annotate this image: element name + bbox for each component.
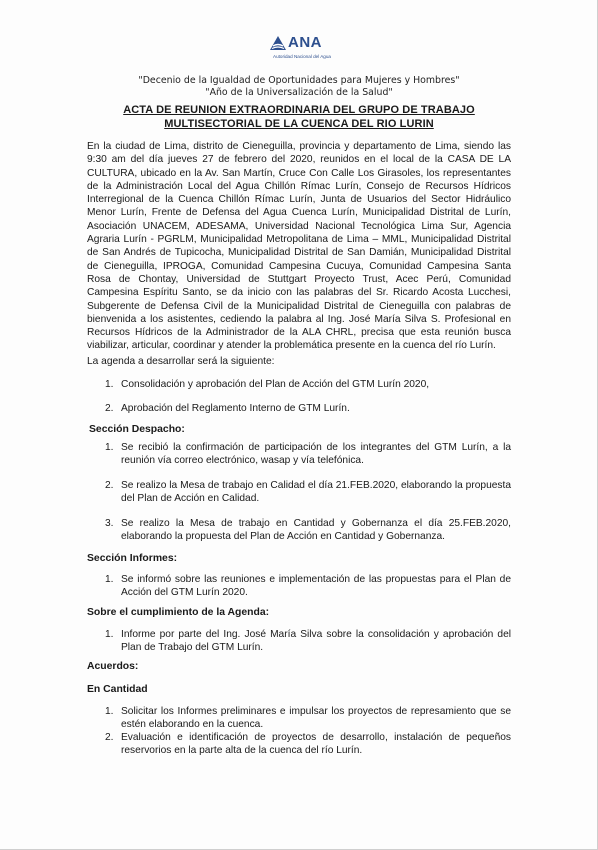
- decree-line-1: "Decenio de la Igualdad de Oportunidades para Mujeres y Hombres": [138, 75, 460, 86]
- item-number: 1.: [105, 629, 114, 640]
- item-number: 2.: [105, 480, 114, 491]
- item-text: Consolidación y aprobación del Plan de Acción del GTM Lurín 2020,: [121, 379, 430, 390]
- subsection-heading-cantidad: En Cantidad: [87, 684, 148, 695]
- item-number: 1.: [105, 379, 114, 390]
- item-number: 2.: [105, 403, 114, 414]
- section-heading-informes: Sección Informes:: [87, 553, 178, 564]
- section-heading-despacho: Sección Despacho:: [89, 424, 185, 435]
- logo-subtitle: Autoridad Nacional del Agua: [273, 54, 331, 59]
- item-text: Se realizo la Mesa de trabajo en Calidad el día 21.FEB.2020, elaborando la propuesta del Plan de Acción en Calidad.: [121, 480, 511, 504]
- item-number: 1.: [105, 706, 114, 717]
- section-heading-acuerdos: Acuerdos:: [87, 661, 139, 672]
- agenda-intro: La agenda a desarrollar será la siguiente:: [87, 356, 275, 367]
- section-heading-cumplimiento: Sobre el cumplimiento de la Agenda:: [87, 607, 270, 618]
- item-text: Se realizo la Mesa de trabajo en Cantidad y Gobernanza el día 25.FEB.2020, elaborando la propuesta del Plan de Acción en Cantidad y Gobernanza.: [121, 518, 511, 542]
- water-drop-icon: [268, 34, 288, 54]
- ana-logo: [266, 32, 336, 66]
- intro-paragraph: En la ciudad de Lima, distrito de Cieneguilla, provincia y departamento de Lima, siendo las 9:30 am del día jueves 27 de febrero del 2020, reunidos en el local de la CASA DE LA CULTURA, ubicado en la Av. San Martín, Cruce Con Calle Los Girasoles, los representantes de la Administración Local del Agua Chillón Rímac Lurín, Consejo de Recursos Hídricos Interregional de la Cuenca Chillón Rímac Lurín, Junta de Usuarios del Sector Hidráulico Menor Lurín, Frente de Defensa del Agua Cuenca Lurín, Municipalidad Distrital de Lurín, Asociación UNACEM, ADESAMA, Universidad Nacional Tecnológica Lima Sur, Agencia Agraria Lurín - PGRLM, Municipalidad Metropolitana de Lima – MML, Municipalidad Distrital de San Andrés de Tupicocha, Municipalidad Distrital de San Damián, Municipalidad Distrital de Cieneguilla, IPROGA, Comunidad Campesina Cucuya, Comunidad Campesina Santa Rosa de Chontay, Universidad de Stuttgart Proyecto Trust, Acec Perú, Comunidad Campesina Espíritu Santo, se da inicio con las palabras del Sr. Ricardo Acosta Lucchesi, Subgerente de Defensa Civil de la Municipalidad Distrital de Cieneguilla con palabras de bienvenida a los asistentes, cediendo la palabra al Ing. José María Silva S. Profesional en Recursos Hídricos de la Administrador de la ALA CHRL, precisa que esta reunión busca viabilizar, articular, coordinar y atender la problemática presente en la cuenca del río Lurín.: [87, 141, 511, 352]
- item-text: Aprobación del Reglamento Interno de GTM Lurín.: [121, 403, 350, 414]
- document-title-line-2: MULTISECTORIAL DE LA CUENCA DEL RIO LURIN: [164, 118, 434, 130]
- item-number: 2.: [105, 732, 114, 743]
- document-title-line-1: ACTA DE REUNION EXTRAORDINARIA DEL GRUPO DE TRABAJO: [123, 104, 475, 116]
- item-text: Informe por parte del Ing. José María Silva sobre la consolidación y aprobación del Plan de Trabajo del GTM Lurín.: [121, 629, 511, 653]
- item-number: 1.: [105, 442, 114, 453]
- item-number: 3.: [105, 518, 114, 529]
- item-number: 1.: [105, 574, 114, 585]
- item-text: Solicitar los Informes preliminares e impulsar los proyectos de represamiento que se estén elaborando en la cuenca.: [121, 706, 511, 730]
- logo-name: ANA: [288, 34, 322, 51]
- item-text: Evaluación e identificación de proyectos de desarrollo, instalación de pequeños reservorios en la parte alta de la cuenca del río Lurín.: [121, 732, 511, 756]
- item-text: Se informó sobre las reuniones e implementación de las propuestas para el Plan de Acción del GTM Lurín 2020.: [121, 574, 511, 598]
- decree-line-2: "Año de la Universalización de la Salud": [205, 87, 393, 98]
- item-text: Se recibió la confirmación de participación de los integrantes del GTM Lurín, a la reunión vía correo electrónico, wasap y vía telefónica.: [121, 442, 511, 466]
